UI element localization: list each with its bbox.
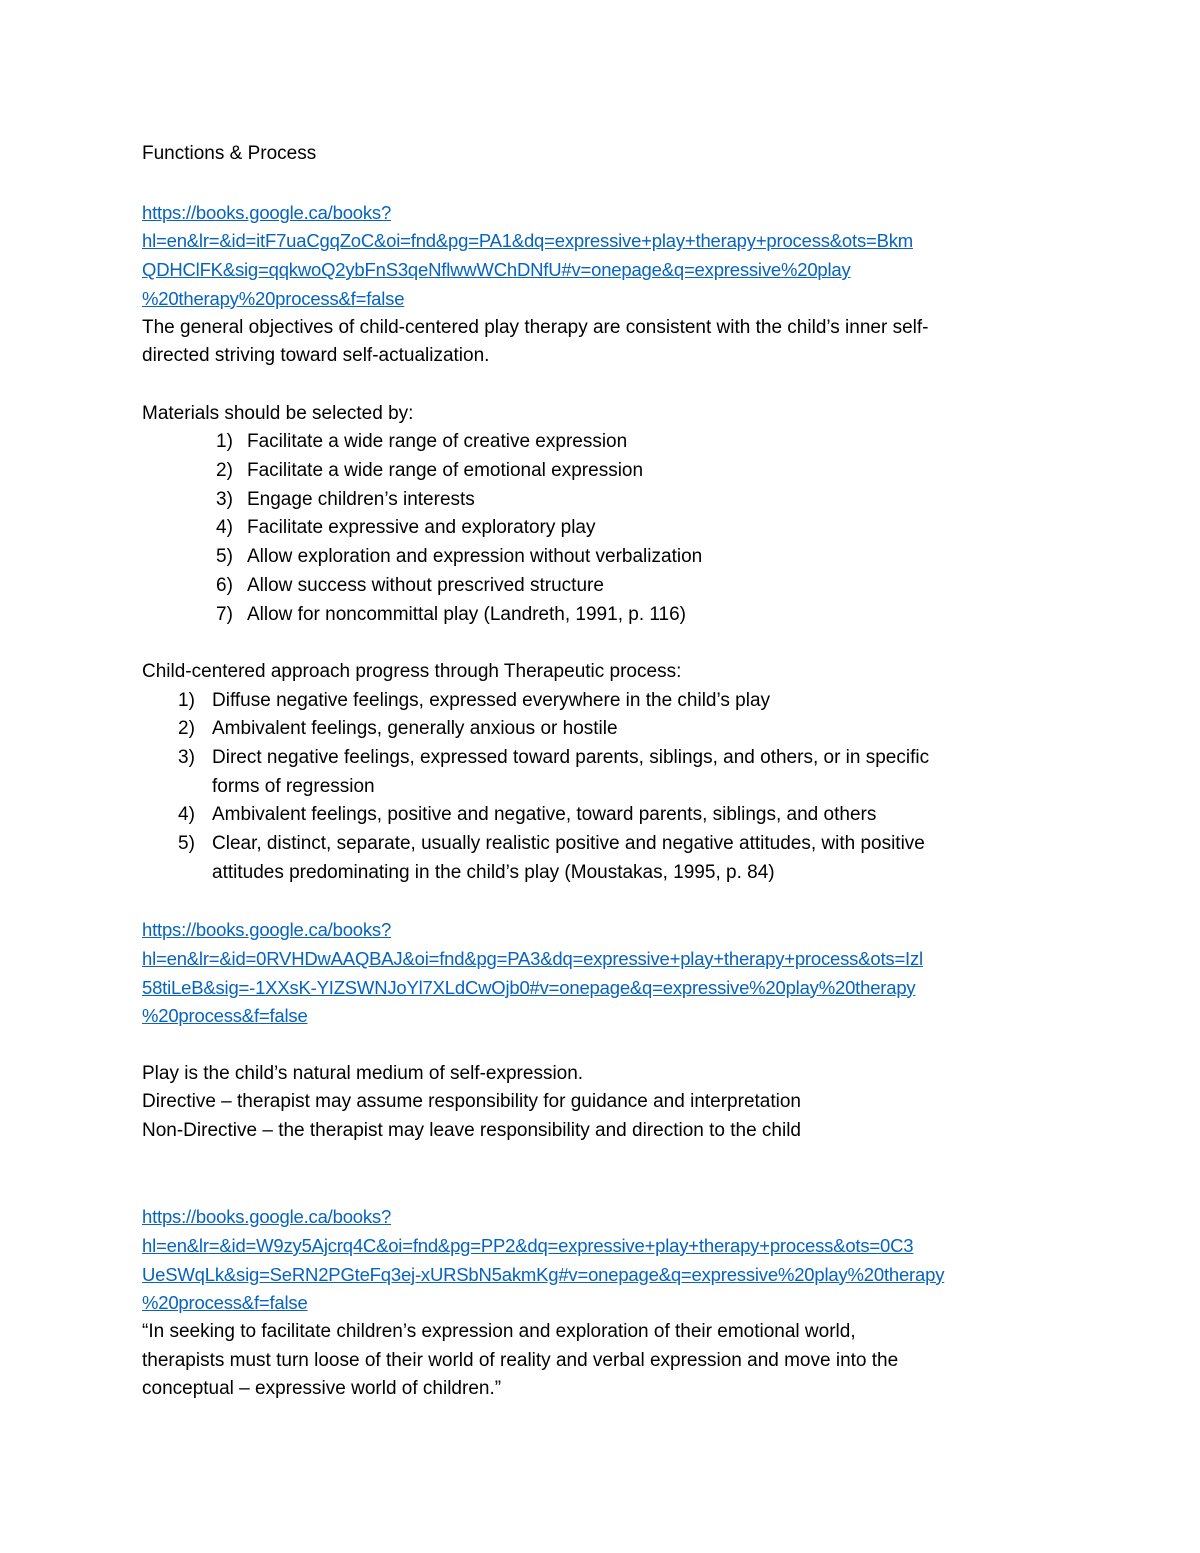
list-item (142, 801, 1062, 830)
google-books-link-3[interactable] (142, 1203, 1062, 1318)
link-line[interactable]: UeSWqLk&sig=SeRN2PGteFq3ej-xURSbN5akmKg#v=onepage&q=expressive%20play%20therapy (142, 1263, 945, 1285)
list-item (142, 514, 1062, 543)
directive-line: Directive – therapist may assume responsibility for guidance and interpretation (142, 1091, 801, 1113)
document-page (142, 140, 1062, 1404)
list-item-text: Clear, distinct, separate, usually realistic positive and negative attitudes, with positive (212, 833, 925, 855)
list-item-text: Facilitate a wide range of emotional expression (247, 460, 644, 482)
list-item-text: Facilitate expressive and exploratory play (247, 517, 596, 539)
non-directive-line: Non-Directive – the therapist may leave responsibility and direction to the child (142, 1120, 801, 1142)
list-number: 6) (216, 574, 233, 596)
document-title: Functions & Process (142, 143, 317, 164)
link-line[interactable]: %20process&f=false (142, 1292, 308, 1314)
objectives-paragraph-line: directed striving toward self-actualization. (142, 345, 490, 367)
list-item (142, 744, 1062, 801)
list-item (142, 457, 1062, 486)
spacer (142, 1146, 1062, 1175)
quote-line: conceptual – expressive world of children.” (142, 1378, 502, 1400)
play-medium-line: Play is the child’s natural medium of self-expression. (142, 1062, 584, 1084)
link-line[interactable]: %20process&f=false (142, 1005, 308, 1027)
list-item-text: Allow for noncommittal play (Landreth, 1991, p. 116) (247, 603, 686, 625)
link-line[interactable]: 58tiLeB&sig=-1XXsK-YIZSWNJoYl7XLdCwOjb0#v=onepage&q=expressive%20play%20therapy (142, 976, 916, 998)
list-item (142, 715, 1062, 744)
list-item-text: Direct negative feelings, expressed toward parents, siblings, and others, or in specific (212, 747, 930, 769)
list-item (142, 486, 1062, 515)
link-line[interactable]: https://books.google.ca/books? (142, 201, 392, 223)
link-line[interactable]: %20therapy%20process&f=false (142, 287, 405, 309)
spacer (142, 1031, 1062, 1060)
list-item-text: Engage children’s interests (247, 488, 475, 510)
list-number: 4) (178, 804, 195, 826)
list-item (142, 687, 1062, 716)
link-line[interactable]: https://books.google.ca/books? (142, 919, 392, 941)
link-line[interactable]: https://books.google.ca/books? (142, 1206, 392, 1228)
list-number: 1) (216, 431, 233, 453)
list-item-text: Ambivalent feelings, positive and negative, toward parents, siblings, and others (212, 804, 877, 826)
process-list (142, 687, 1062, 888)
list-number: 3) (216, 488, 233, 510)
spacer (142, 371, 1062, 400)
spacer (142, 629, 1062, 658)
link-line[interactable]: QDHClFK&sig=qqkwoQ2ybFnS3qeNflwwWChDNfU#v=onepage&q=expressive%20play (142, 259, 851, 281)
google-books-link-1[interactable] (142, 199, 1062, 314)
list-item-text: Ambivalent feelings, generally anxious or hostile (212, 718, 618, 740)
quote-line: “In seeking to facilitate children’s expression and exploration of their emotional world, (142, 1321, 856, 1343)
list-item (142, 572, 1062, 601)
link-line[interactable]: hl=en&lr=&id=W9zy5Ajcrq4C&oi=fnd&pg=PP2&dq=expressive+play+therapy+process&ots=0C3 (142, 1234, 914, 1256)
list-number: 2) (178, 718, 195, 740)
list-item (142, 428, 1062, 457)
objectives-paragraph-line: The general objectives of child-centered play therapy are consistent with the child’s inner self- (142, 316, 929, 338)
list-item-text: Facilitate a wide range of creative expression (247, 431, 628, 453)
spacer (142, 169, 1062, 199)
list-item-text: Allow success without prescrived structure (247, 574, 604, 596)
list-number: 3) (178, 747, 195, 769)
list-number: 4) (216, 517, 233, 539)
link-line[interactable]: hl=en&lr=&id=0RVHDwAAQBAJ&oi=fnd&pg=PA3&dq=expressive+play+therapy+process&ots=Izl (142, 947, 923, 969)
list-item-text: Diffuse negative feelings, expressed everywhere in the child’s play (212, 689, 771, 711)
list-number: 5) (178, 833, 195, 855)
list-number: 7) (216, 603, 233, 625)
list-number: 1) (178, 689, 195, 711)
list-item (142, 543, 1062, 572)
process-heading: Child-centered approach progress through Therapeutic process: (142, 660, 682, 682)
list-number: 2) (216, 460, 233, 482)
google-books-link-2[interactable] (142, 916, 1062, 1031)
link-line[interactable]: hl=en&lr=&id=itF7uaCgqZoC&oi=fnd&pg=PA1&dq=expressive+play+therapy+process&ots=Bkm (142, 230, 914, 252)
list-item-text: attitudes predominating in the child’s play (Moustakas, 1995, p. 84) (212, 861, 775, 883)
list-number: 5) (216, 546, 233, 568)
list-item-text: Allow exploration and expression without verbalization (247, 546, 703, 568)
materials-list (142, 428, 1062, 629)
quote-line: therapists must turn loose of their world of reality and verbal expression and move into the (142, 1349, 899, 1371)
list-item (142, 601, 1062, 630)
list-item-text: forms of regression (212, 775, 375, 797)
materials-heading: Materials should be selected by: (142, 402, 414, 424)
list-item (142, 830, 1062, 887)
spacer (142, 888, 1062, 917)
spacer (142, 1175, 1062, 1204)
